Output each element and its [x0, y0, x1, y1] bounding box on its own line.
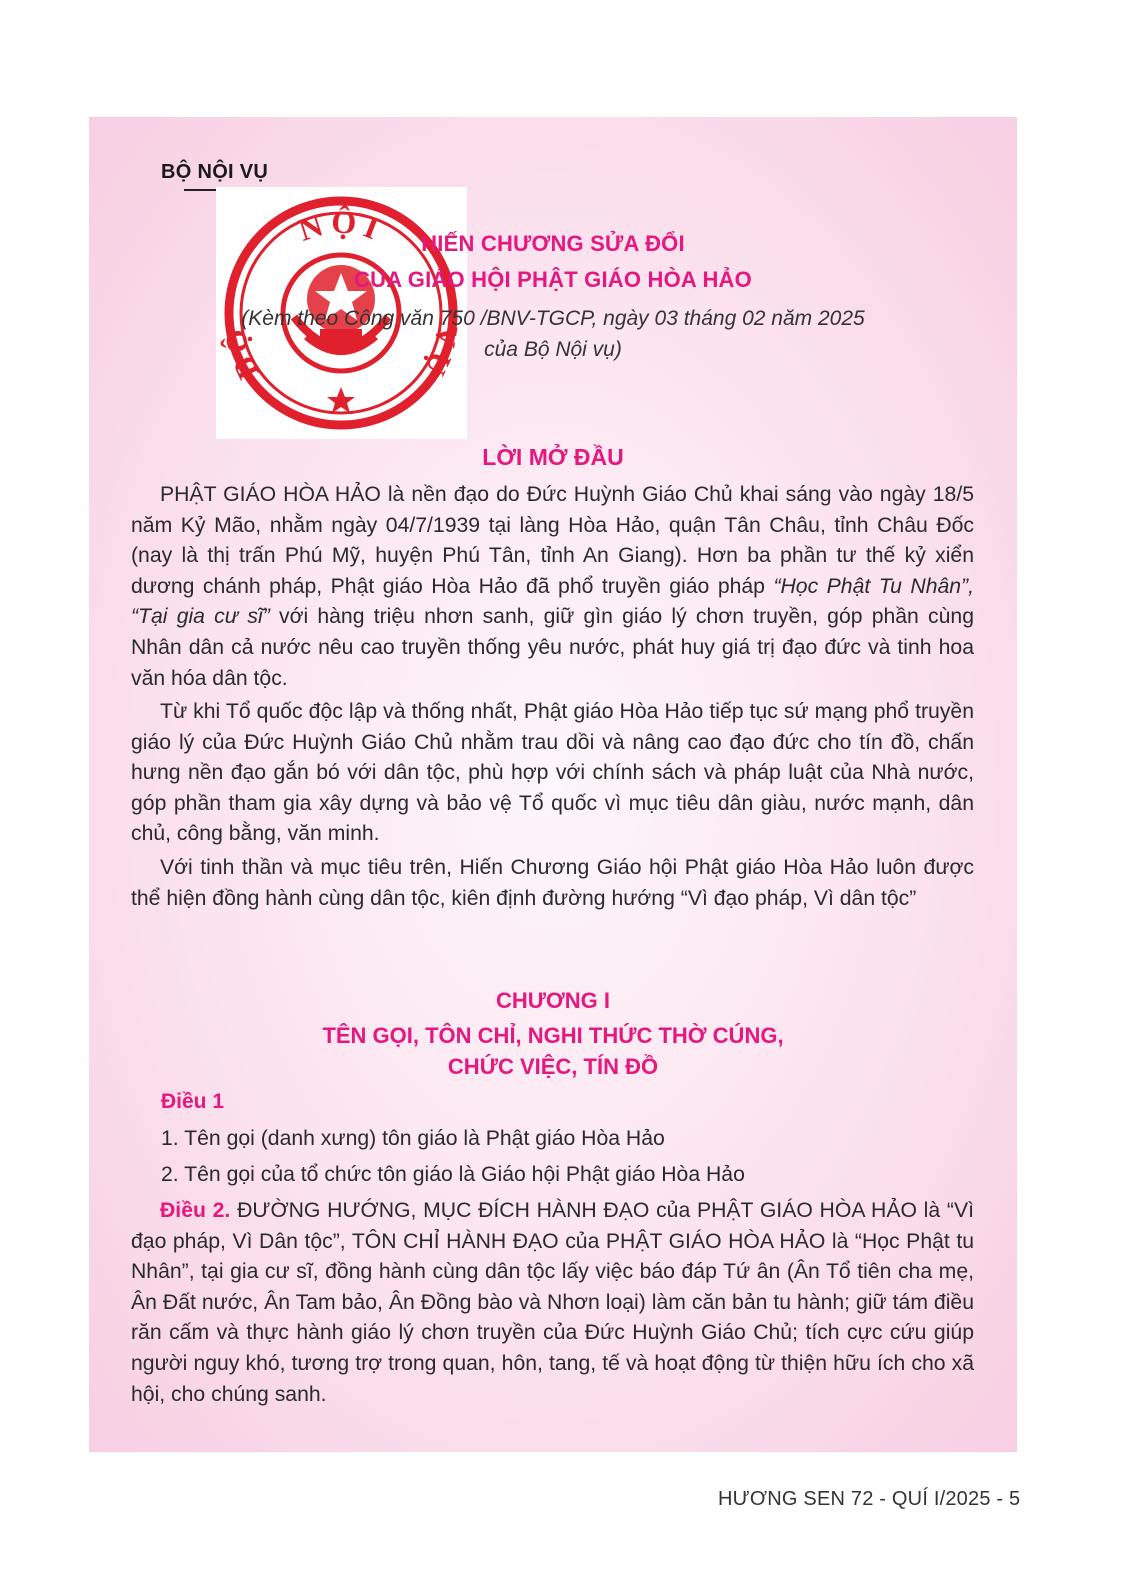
intro-p1-text-a: PHẬT GIÁO HÒA HẢO là nền đạo do Đức Huỳnh Giáo Chủ khai sáng vào ngày 18/5 năm Kỷ Mão, nhằm ngày 04/7/1939 tại làng Hòa Hảo, quận Tân Châu, tỉnh Châu Đốc (nay là thị trấn Phú Mỹ, huyện Phú Tân, tỉnh An Giang). Hơn ba phần tư thế kỷ xiển dương chánh pháp, Phật giáo Hòa Hảo đã phổ truyền giáo pháp — [131, 483, 974, 598]
article-1-heading: Điều 1 — [161, 1090, 225, 1113]
intro-paragraph-3 — [131, 853, 974, 914]
seal-right-text: VỤ — [416, 322, 464, 384]
seal-left-text: BỘ — [218, 322, 266, 385]
ministry-name: BỘ NỘI VỤ — [161, 161, 269, 183]
seal-top-text: NỘI — [294, 203, 390, 249]
intro-p1-text-b: với hàng triệu nhơn sanh, giữ gìn giáo lý chơn truyền, góp phần cùng Nhân dân cả nước nêu cao truyền thống yêu nước, phát huy giá trị đạo đức và tinh hoa văn hóa dân tộc. — [131, 605, 974, 690]
intro-heading: LỜI MỞ ĐẦU — [482, 444, 624, 470]
chapter-label: CHƯƠNG I — [495, 988, 611, 1013]
intro-p1-italic: “Học Phật Tu Nhân”, “Tại gia cư sĩ” — [131, 574, 974, 629]
article-2-heading: Điều 2. — [160, 1199, 231, 1222]
article-2-text: ĐƯỜNG HƯỚNG, MỤC ĐÍCH HÀNH ĐẠO của PHẬT GIÁO HÒA HẢO là “Vì đạo pháp, Vì Dân tộc”, TÔN CHỈ HÀNH ĐẠO của PHẬT GIÁO HÒA HẢO là “Học Phật tu Nhân”, tại gia cư sĩ, đồng hành cùng dân tộc lấy việc báo đáp Tứ ân (Ân Tổ tiên cha mẹ, Ân Đất nước, Ân Tam bảo, Ân Đồng bào và Nhơn loại) làm căn bản tu hành; giữ tám điều răn cấm và thực hành giáo lý chơn truyền của Đức Huỳnh Giáo Chủ; tích cực cứu giúp người nguy khó, tương trợ trong quan, hôn, tang, tế và hoạt động từ thiện hữu ích cho xã hội, cho chúng sanh. — [131, 1199, 974, 1406]
article-1-item-1: 1. Tên gọi (danh xưng) tôn giáo là Phật giáo Hòa Hảo — [161, 1127, 665, 1150]
page-footer: HƯƠNG SEN 72 - QUÍ I/2025 - 5 — [718, 1488, 1021, 1510]
document-panel — [89, 117, 1017, 1452]
document-subtitle-line2: của Bộ Nội vụ) — [484, 338, 622, 361]
intro-p3-text: Với tinh thần và mục tiêu trên, Hiến Chương Giáo hội Phật giáo Hòa Hảo luôn được thể hiện đồng hành cùng dân tộc, kiên định đường hướng “Vì đạo pháp, Vì dân tộc” — [131, 856, 974, 910]
intro-paragraph-1 — [131, 480, 974, 694]
document-title-line2: CỦA GIÁO HỘI PHẬT GIÁO HÒA HẢO — [354, 267, 752, 292]
intro-p2-text: Từ khi Tổ quốc độc lập và thống nhất, Phật giáo Hòa Hảo tiếp tục sứ mạng phổ truyền giáo lý của Đức Huỳnh Giáo Chủ nhằm trau dồi và nâng cao đạo đức cho tín đồ, chấn hưng nền đạo gắn bó với dân tộc, phù hợp với chính sách và pháp luật của Nhà nước, góp phần tham gia xây dựng và bảo vệ Tổ quốc vì mục tiêu dân giàu, nước mạnh, dân chủ, công bằng, văn minh. — [131, 700, 974, 846]
intro-paragraph-2 — [131, 697, 974, 850]
document-subtitle-line1: (Kèm theo Công văn 750 /BNV-TGCP, ngày 03 tháng 02 năm 2025 — [241, 307, 865, 330]
chapter-title-line2: CHỨC VIỆC, TÍN ĐỒ — [447, 1054, 659, 1079]
document-title-line1: HIẾN CHƯƠNG SỬA ĐỔI — [421, 231, 685, 256]
article-2-paragraph — [131, 1196, 974, 1410]
article-1-item-2: 2. Tên gọi của tổ chức tôn giáo là Giáo hội Phật giáo Hòa Hảo — [161, 1163, 745, 1186]
chapter-title-line1: TÊN GỌI, TÔN CHỈ, NGHI THỨC THỜ CÚNG, — [322, 1023, 784, 1048]
